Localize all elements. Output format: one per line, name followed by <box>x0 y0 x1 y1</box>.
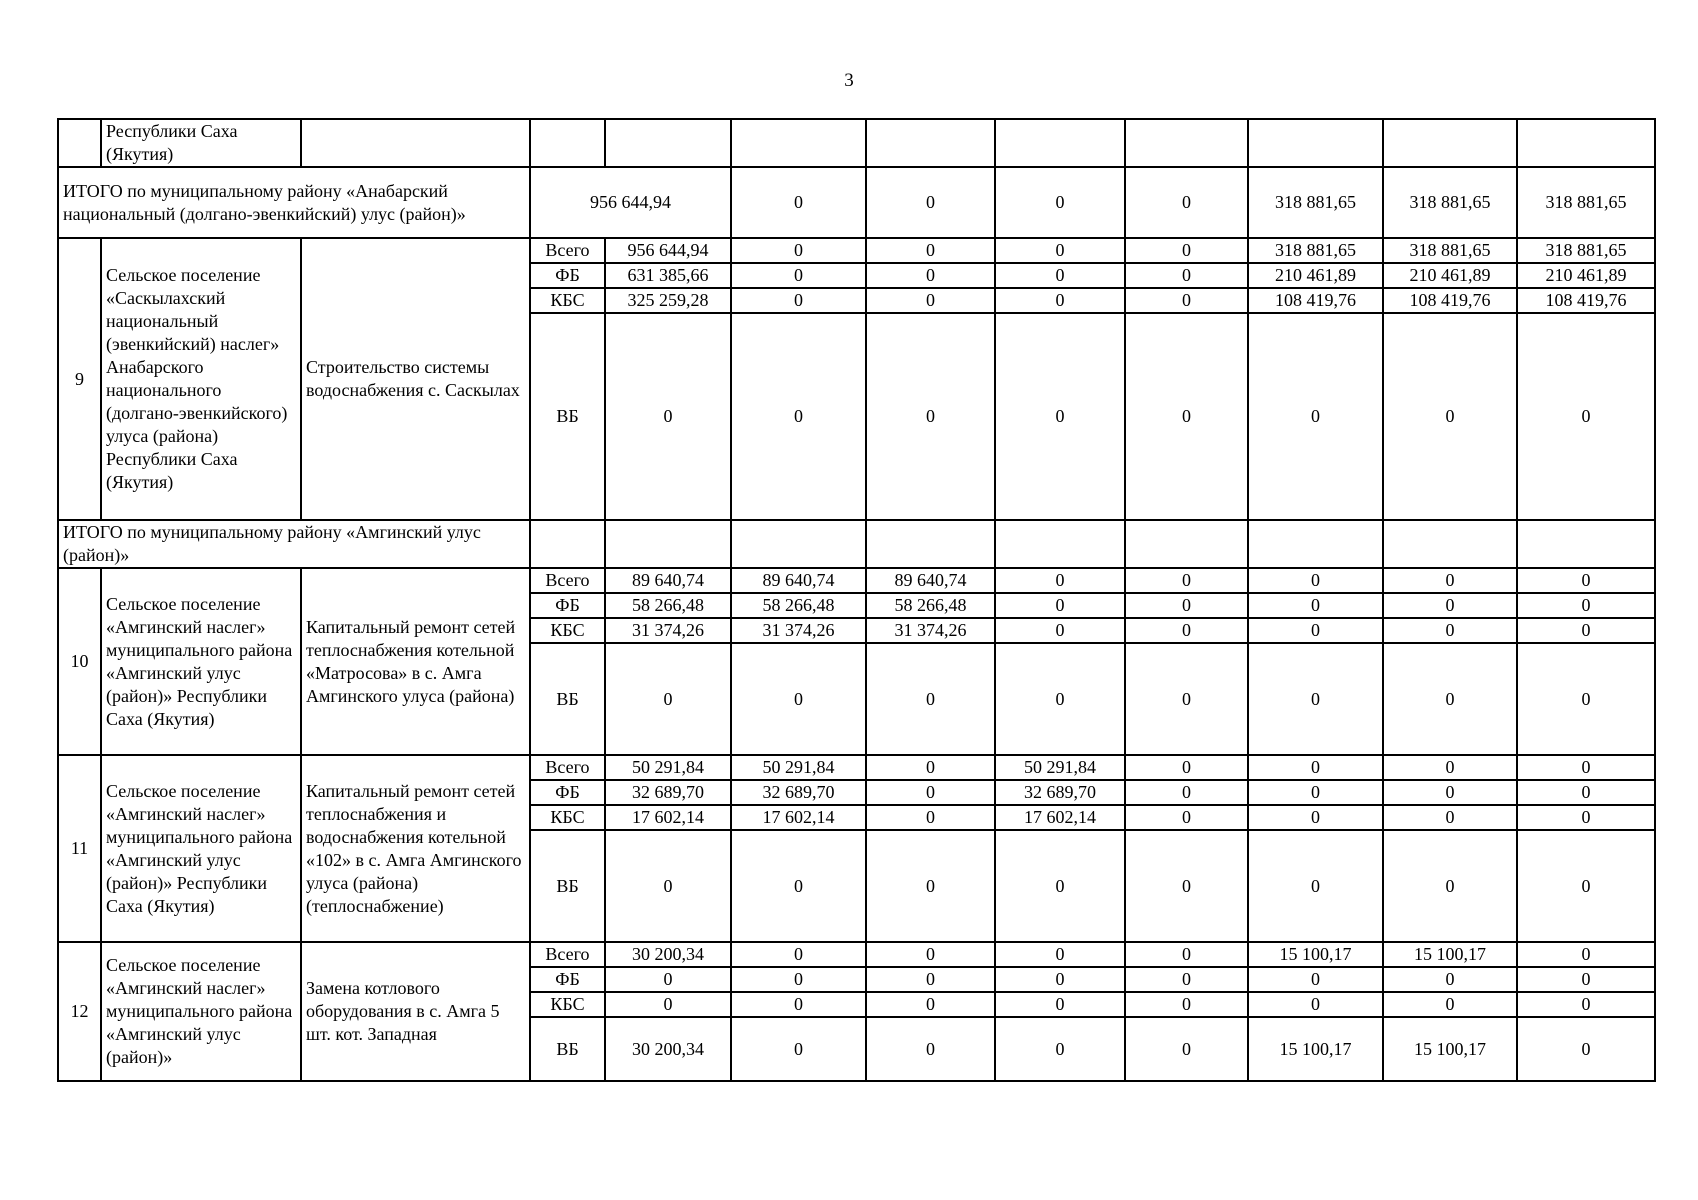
total-cell: 956 644,94 <box>530 167 731 238</box>
value-cell: 31 374,26 <box>866 618 995 643</box>
value-cell: 0 <box>731 313 866 520</box>
value-cell: 15 100,17 <box>1248 942 1383 967</box>
total-cell: 318 881,65 <box>1517 167 1655 238</box>
project-row <box>58 942 1655 967</box>
total-cell: 0 <box>1125 167 1248 238</box>
value-cell: 0 <box>866 288 995 313</box>
value-cell: 0 <box>1383 313 1517 520</box>
value-cell: 0 <box>605 830 731 942</box>
value-cell: 0 <box>1248 568 1383 593</box>
value-cell: 31 374,26 <box>731 618 866 643</box>
value-cell: 0 <box>866 992 995 1017</box>
value-cell: 0 <box>995 618 1125 643</box>
value-cell: 17 602,14 <box>995 805 1125 830</box>
value-cell: 0 <box>1383 780 1517 805</box>
project-object: Капитальный ремонт сетей теплоснабжения котельной «Матросова» в с. Амга Амгинского улуса (района) <box>301 568 530 755</box>
value-cell: 17 602,14 <box>731 805 866 830</box>
value-cell: 0 <box>1517 643 1655 755</box>
value-cell: 0 <box>731 942 866 967</box>
value-cell: 0 <box>731 830 866 942</box>
value-cell: 108 419,76 <box>1383 288 1517 313</box>
empty-cell <box>995 119 1125 167</box>
value-cell: 0 <box>1125 967 1248 992</box>
value-cell: 0 <box>1248 967 1383 992</box>
value-cell: 0 <box>731 263 866 288</box>
value-cell: 108 419,76 <box>1248 288 1383 313</box>
value-cell: 0 <box>866 942 995 967</box>
value-cell: 0 <box>1125 593 1248 618</box>
funding-type: ФБ <box>530 780 605 805</box>
value-cell: 0 <box>605 313 731 520</box>
empty-cell <box>1125 520 1248 568</box>
value-cell: 0 <box>731 1017 866 1081</box>
project-row <box>58 755 1655 780</box>
value-cell: 0 <box>995 992 1125 1017</box>
value-cell: 0 <box>1248 618 1383 643</box>
funding-type: ВБ <box>530 830 605 942</box>
value-cell: 50 291,84 <box>731 755 866 780</box>
continuation-index-cell <box>58 119 101 167</box>
funding-type: КБС <box>530 288 605 313</box>
value-cell: 0 <box>1383 830 1517 942</box>
value-cell: 0 <box>1125 992 1248 1017</box>
value-cell: 50 291,84 <box>995 755 1125 780</box>
value-cell: 0 <box>1517 992 1655 1017</box>
empty-cell <box>731 520 866 568</box>
value-cell: 0 <box>995 313 1125 520</box>
value-cell: 0 <box>995 568 1125 593</box>
value-cell: 0 <box>995 967 1125 992</box>
value-cell: 0 <box>1383 618 1517 643</box>
value-cell: 0 <box>1125 780 1248 805</box>
value-cell: 0 <box>1248 643 1383 755</box>
value-cell: 30 200,34 <box>605 942 731 967</box>
project-index: 10 <box>58 568 101 755</box>
value-cell: 0 <box>866 830 995 942</box>
value-cell: 89 640,74 <box>605 568 731 593</box>
value-cell: 89 640,74 <box>866 568 995 593</box>
project-name: Сельское поселение «Амгинский наслег» муниципального района «Амгинский улус (район)» Республики Саха (Якутия) <box>101 755 301 942</box>
value-cell: 0 <box>1383 643 1517 755</box>
project-object: Замена котлового оборудования в с. Амга 5 шт. кот. Западная <box>301 942 530 1081</box>
value-cell: 631 385,66 <box>605 263 731 288</box>
funding-type: Всего <box>530 942 605 967</box>
value-cell: 0 <box>866 238 995 263</box>
value-cell: 0 <box>866 643 995 755</box>
value-cell: 0 <box>995 238 1125 263</box>
value-cell: 15 100,17 <box>1248 1017 1383 1081</box>
funding-type: ФБ <box>530 263 605 288</box>
value-cell: 0 <box>1517 780 1655 805</box>
value-cell: 0 <box>866 1017 995 1081</box>
value-cell: 89 640,74 <box>731 568 866 593</box>
empty-cell <box>995 520 1125 568</box>
project-name: Сельское поселение «Амгинский наслег» муниципального района «Амгинский улус (район)» Республики Саха (Якутия) <box>101 568 301 755</box>
funding-type: КБС <box>530 805 605 830</box>
value-cell: 32 689,70 <box>731 780 866 805</box>
value-cell: 30 200,34 <box>605 1017 731 1081</box>
value-cell: 0 <box>1517 805 1655 830</box>
project-row <box>58 568 1655 593</box>
value-cell: 0 <box>1383 992 1517 1017</box>
value-cell: 0 <box>1125 830 1248 942</box>
value-cell: 210 461,89 <box>1383 263 1517 288</box>
value-cell: 17 602,14 <box>605 805 731 830</box>
project-name: Сельское поселение «Саскылахский национальный (эвенкийский) наслег» Анабарского национального (долгано-эвенкийского) улуса (района) Республики Саха (Якутия) <box>101 238 301 520</box>
value-cell: 0 <box>1517 967 1655 992</box>
project-index: 12 <box>58 942 101 1081</box>
project-index: 9 <box>58 238 101 520</box>
value-cell: 0 <box>731 643 866 755</box>
project-object: Капитальный ремонт сетей теплоснабжения и водоснабжения котельной «102» в с. Амга Амгинского улуса (района) (теплоснабжение) <box>301 755 530 942</box>
empty-cell <box>866 520 995 568</box>
value-cell: 0 <box>731 238 866 263</box>
value-cell: 0 <box>866 755 995 780</box>
value-cell: 0 <box>1125 618 1248 643</box>
value-cell: 0 <box>731 288 866 313</box>
project-row <box>58 238 1655 263</box>
value-cell: 318 881,65 <box>1248 238 1383 263</box>
value-cell: 0 <box>1125 238 1248 263</box>
value-cell: 0 <box>1248 755 1383 780</box>
empty-cell <box>866 119 995 167</box>
total-cell: 0 <box>866 167 995 238</box>
total-row-anabar <box>58 167 1655 238</box>
total-cell: 0 <box>995 167 1125 238</box>
total-row-amga <box>58 520 1655 568</box>
empty-cell <box>301 119 530 167</box>
value-cell: 0 <box>995 830 1125 942</box>
empty-cell <box>1517 520 1655 568</box>
value-cell: 0 <box>1248 313 1383 520</box>
value-cell: 0 <box>1383 967 1517 992</box>
value-cell: 0 <box>605 992 731 1017</box>
value-cell: 0 <box>605 643 731 755</box>
funding-type: Всего <box>530 755 605 780</box>
value-cell: 0 <box>995 643 1125 755</box>
value-cell: 318 881,65 <box>1517 238 1655 263</box>
empty-cell <box>605 520 731 568</box>
value-cell: 0 <box>1248 805 1383 830</box>
value-cell: 0 <box>1383 593 1517 618</box>
empty-cell <box>1383 520 1517 568</box>
value-cell: 0 <box>1248 992 1383 1017</box>
funding-type: ВБ <box>530 643 605 755</box>
total-cell: 318 881,65 <box>1383 167 1517 238</box>
value-cell: 0 <box>1517 1017 1655 1081</box>
empty-cell <box>1248 119 1383 167</box>
value-cell: 31 374,26 <box>605 618 731 643</box>
total-cell: 318 881,65 <box>1248 167 1383 238</box>
empty-cell <box>1248 520 1383 568</box>
value-cell: 0 <box>1517 593 1655 618</box>
funding-type: КБС <box>530 618 605 643</box>
value-cell: 0 <box>866 263 995 288</box>
value-cell: 0 <box>1248 830 1383 942</box>
value-cell: 32 689,70 <box>995 780 1125 805</box>
value-cell: 0 <box>1125 263 1248 288</box>
value-cell: 0 <box>995 942 1125 967</box>
funding-type: Всего <box>530 568 605 593</box>
project-index: 11 <box>58 755 101 942</box>
value-cell: 0 <box>1383 755 1517 780</box>
value-cell: 956 644,94 <box>605 238 731 263</box>
value-cell: 15 100,17 <box>1383 942 1517 967</box>
value-cell: 0 <box>731 992 866 1017</box>
value-cell: 0 <box>1125 568 1248 593</box>
value-cell: 210 461,89 <box>1517 263 1655 288</box>
value-cell: 50 291,84 <box>605 755 731 780</box>
funding-type: Всего <box>530 238 605 263</box>
total-label-amga: ИТОГО по муниципальному району «Амгинский улус (район)» <box>58 520 530 568</box>
value-cell: 0 <box>1517 830 1655 942</box>
value-cell: 0 <box>605 967 731 992</box>
project-object: Строительство системы водоснабжения с. Саскылах <box>301 238 530 520</box>
value-cell: 0 <box>1248 593 1383 618</box>
empty-cell <box>530 119 605 167</box>
value-cell: 0 <box>731 967 866 992</box>
value-cell: 0 <box>1125 805 1248 830</box>
funding-type: ВБ <box>530 313 605 520</box>
total-label-anabar: ИТОГО по муниципальному району «Анабарский национальный (долгано-эвенкийский) улус (район)» <box>58 167 530 238</box>
value-cell: 325 259,28 <box>605 288 731 313</box>
value-cell: 108 419,76 <box>1517 288 1655 313</box>
value-cell: 318 881,65 <box>1383 238 1517 263</box>
value-cell: 0 <box>1125 942 1248 967</box>
value-cell: 58 266,48 <box>866 593 995 618</box>
continuation-name-cell: Республики Саха (Якутия) <box>101 119 301 167</box>
value-cell: 58 266,48 <box>731 593 866 618</box>
value-cell: 0 <box>1383 568 1517 593</box>
value-cell: 0 <box>866 780 995 805</box>
value-cell: 0 <box>1125 755 1248 780</box>
value-cell: 0 <box>866 313 995 520</box>
value-cell: 0 <box>866 805 995 830</box>
continuation-row <box>58 119 1655 167</box>
value-cell: 32 689,70 <box>605 780 731 805</box>
total-cell: 0 <box>731 167 866 238</box>
page-number: 3 <box>844 70 854 91</box>
value-cell: 0 <box>1517 755 1655 780</box>
value-cell: 0 <box>995 593 1125 618</box>
funding-type: ФБ <box>530 967 605 992</box>
value-cell: 0 <box>995 1017 1125 1081</box>
value-cell: 0 <box>1125 313 1248 520</box>
value-cell: 0 <box>995 263 1125 288</box>
empty-cell <box>1383 119 1517 167</box>
funding-type: ФБ <box>530 593 605 618</box>
empty-cell <box>731 119 866 167</box>
budget-table <box>57 118 1656 1082</box>
value-cell: 15 100,17 <box>1383 1017 1517 1081</box>
funding-type: КБС <box>530 992 605 1017</box>
value-cell: 0 <box>995 288 1125 313</box>
value-cell: 0 <box>1517 618 1655 643</box>
value-cell: 210 461,89 <box>1248 263 1383 288</box>
empty-cell <box>1125 119 1248 167</box>
value-cell: 0 <box>866 967 995 992</box>
project-name: Сельское поселение «Амгинский наслег» муниципального района «Амгинский улус (район)» <box>101 942 301 1081</box>
value-cell: 0 <box>1125 1017 1248 1081</box>
value-cell: 0 <box>1517 313 1655 520</box>
value-cell: 0 <box>1248 780 1383 805</box>
value-cell: 0 <box>1517 942 1655 967</box>
value-cell: 0 <box>1517 568 1655 593</box>
funding-type: ВБ <box>530 1017 605 1081</box>
empty-cell <box>1517 119 1655 167</box>
empty-cell <box>530 520 605 568</box>
value-cell: 0 <box>1125 288 1248 313</box>
value-cell: 0 <box>1383 805 1517 830</box>
value-cell: 58 266,48 <box>605 593 731 618</box>
empty-cell <box>605 119 731 167</box>
value-cell: 0 <box>1125 643 1248 755</box>
